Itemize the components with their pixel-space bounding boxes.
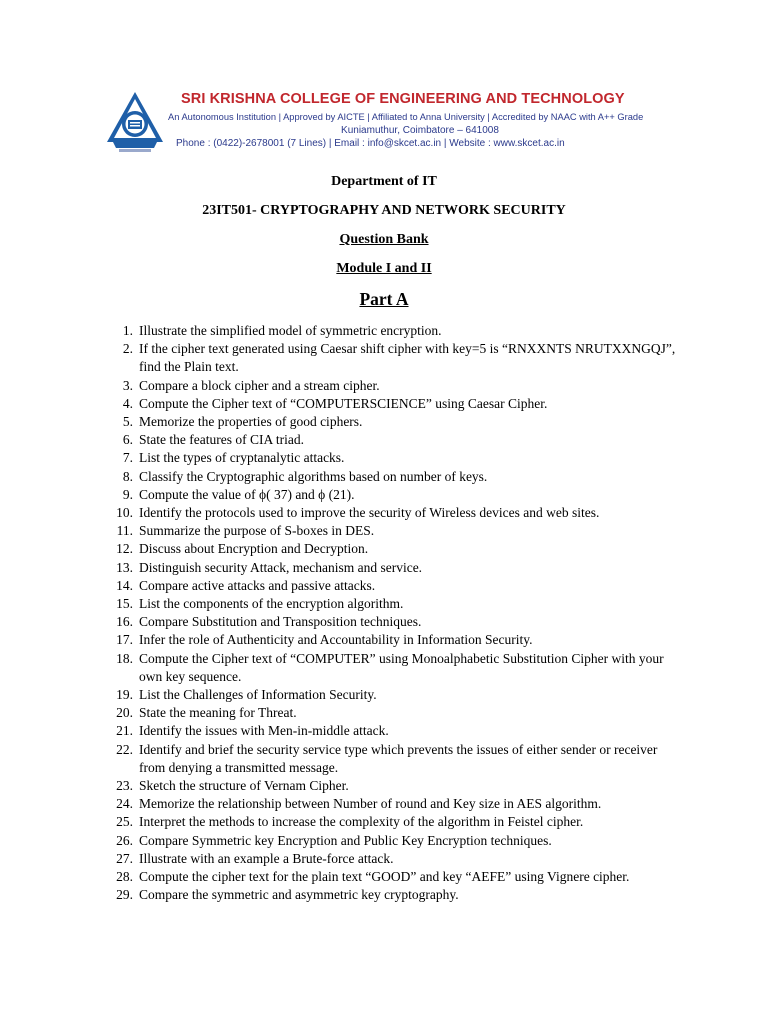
question-text: Compute the Cipher text of “COMPUTERSCIENCE” using Caesar Cipher. <box>139 395 548 411</box>
question-item <box>0 377 679 395</box>
question-item <box>0 886 679 904</box>
question-item <box>0 340 679 376</box>
question-text: Compute the cipher text for the plain text “GOOD” and key “AEFE” using Vignere cipher. <box>139 869 630 885</box>
question-item <box>0 577 679 595</box>
question-number: 12. <box>116 541 133 557</box>
question-number: 7. <box>122 450 133 466</box>
question-text: Compute the value of ϕ( 37) and ϕ (21). <box>139 486 355 502</box>
question-number: 3. <box>122 377 133 393</box>
question-text: Illustrate with an example a Brute-force attack. <box>139 850 394 866</box>
question-number: 16. <box>116 614 133 630</box>
question-text: Classify the Cryptographic algorithms based on number of keys. <box>139 468 488 484</box>
question-text: Identify the issues with Men-in-middle attack. <box>139 723 389 739</box>
question-text: Compare active attacks and passive attacks. <box>139 577 376 593</box>
question-number: 8. <box>122 468 133 484</box>
question-text: Summarize the purpose of S-boxes in DES. <box>139 523 375 539</box>
question-text: Sketch the structure of Vernam Cipher. <box>139 778 349 794</box>
question-number: 26. <box>116 832 133 848</box>
question-number: 18. <box>116 650 133 666</box>
question-number: 10. <box>116 505 133 521</box>
question-item <box>0 522 679 540</box>
question-text: If the cipher text generated using Caesar shift cipher with key=5 is “RNXXNTS NRUTXXNGQJ”, find the Plain text. <box>139 341 676 375</box>
question-text: List the types of cryptanalytic attacks. <box>139 450 345 466</box>
question-item <box>0 468 679 486</box>
question-text: Interpret the methods to increase the complexity of the algorithm in Feistel cipher. <box>139 814 584 830</box>
question-number: 23. <box>116 778 133 794</box>
question-text: Illustrate the simplified model of symmetric encryption. <box>139 323 442 338</box>
question-text: List the Challenges of Information Security. <box>139 687 377 703</box>
question-text: State the features of CIA triad. <box>139 432 304 448</box>
college-accreditation: An Autonomous Institution | Approved by AICTE | Affiliated to Anna University | Accredited by NAAC with A++ Grade <box>168 112 644 122</box>
question-number: 22. <box>116 741 133 757</box>
question-item <box>0 540 679 558</box>
question-text: Memorize the properties of good ciphers. <box>139 414 363 430</box>
question-item <box>0 449 679 467</box>
question-item <box>0 322 679 340</box>
question-text: Discuss about Encryption and Decryption. <box>139 541 369 557</box>
question-number: 21. <box>116 723 133 739</box>
question-text: Compare the symmetric and asymmetric key cryptography. <box>139 887 459 903</box>
question-number: 19. <box>116 687 133 703</box>
question-number: 13. <box>116 559 133 575</box>
question-item <box>0 850 679 868</box>
module-heading: Module I and II <box>336 261 432 276</box>
question-item <box>0 431 679 449</box>
question-item <box>0 686 679 704</box>
question-item <box>0 795 679 813</box>
question-text: Compare a block cipher and a stream cipher. <box>139 377 380 393</box>
question-text: Compare Symmetric key Encryption and Public Key Encryption techniques. <box>139 832 552 848</box>
question-text: List the components of the encryption algorithm. <box>139 596 404 612</box>
question-item <box>0 832 679 850</box>
question-number: 28. <box>116 869 133 885</box>
question-number: 14. <box>116 577 133 593</box>
question-text: Distinguish security Attack, mechanism and service. <box>139 559 423 575</box>
question-text: Infer the role of Authenticity and Accountability in Information Security. <box>139 632 533 648</box>
question-number: 29. <box>116 887 133 903</box>
question-item <box>0 613 679 631</box>
question-item <box>0 559 679 577</box>
question-item <box>0 595 679 613</box>
question-item <box>0 504 679 522</box>
question-item <box>0 704 679 722</box>
college-name: SRI KRISHNA COLLEGE OF ENGINEERING AND TECHNOLOGY <box>181 91 625 107</box>
part-heading: Part A <box>359 289 409 309</box>
question-number: 5. <box>122 414 133 430</box>
question-number: 6. <box>122 432 133 448</box>
question-item <box>0 486 679 504</box>
document-title: Question Bank <box>339 232 429 247</box>
question-item <box>0 631 679 649</box>
question-number: 2. <box>122 341 133 357</box>
question-text: Identify and brief the security service type which prevents the issues of either sender or receiver from denying a transmitted message. <box>139 741 658 775</box>
department-heading: Department of IT <box>331 174 437 189</box>
college-contact: Phone : (0422)-2678001 (7 Lines) | Email : info@skcet.ac.in | Website : www.skcet.ac.in <box>176 138 565 149</box>
question-number: 27. <box>116 850 133 866</box>
question-item <box>0 395 679 413</box>
question-item <box>0 650 679 686</box>
question-text: Compute the Cipher text of “COMPUTER” using Monoalphabetic Substitution Cipher with your own key sequence. <box>139 650 664 684</box>
question-item <box>0 722 679 740</box>
question-number: 17. <box>116 632 133 648</box>
question-number: 15. <box>116 596 133 612</box>
question-list <box>0 322 768 905</box>
question-number: 25. <box>116 814 133 830</box>
college-logo-icon <box>105 90 165 154</box>
question-number: 4. <box>122 395 133 411</box>
question-text: State the meaning for Threat. <box>139 705 297 721</box>
question-number: 24. <box>116 796 133 812</box>
question-text: Identify the protocols used to improve the security of Wireless devices and web sites. <box>139 505 600 521</box>
question-number: 11. <box>116 523 133 539</box>
question-text: Compare Substitution and Transposition techniques. <box>139 614 422 630</box>
question-item <box>0 413 679 431</box>
question-item <box>0 813 679 831</box>
question-number: 9. <box>122 486 133 502</box>
question-number: 1. <box>122 323 133 338</box>
question-item <box>0 741 679 777</box>
college-address: Kuniamuthur, Coimbatore – 641008 <box>341 125 499 136</box>
question-item <box>0 777 679 795</box>
course-heading: 23IT501- CRYPTOGRAPHY AND NETWORK SECURITY <box>202 203 566 218</box>
question-item <box>0 868 679 886</box>
question-number: 20. <box>116 705 133 721</box>
question-text: Memorize the relationship between Number of round and Key size in AES algorithm. <box>139 796 602 812</box>
